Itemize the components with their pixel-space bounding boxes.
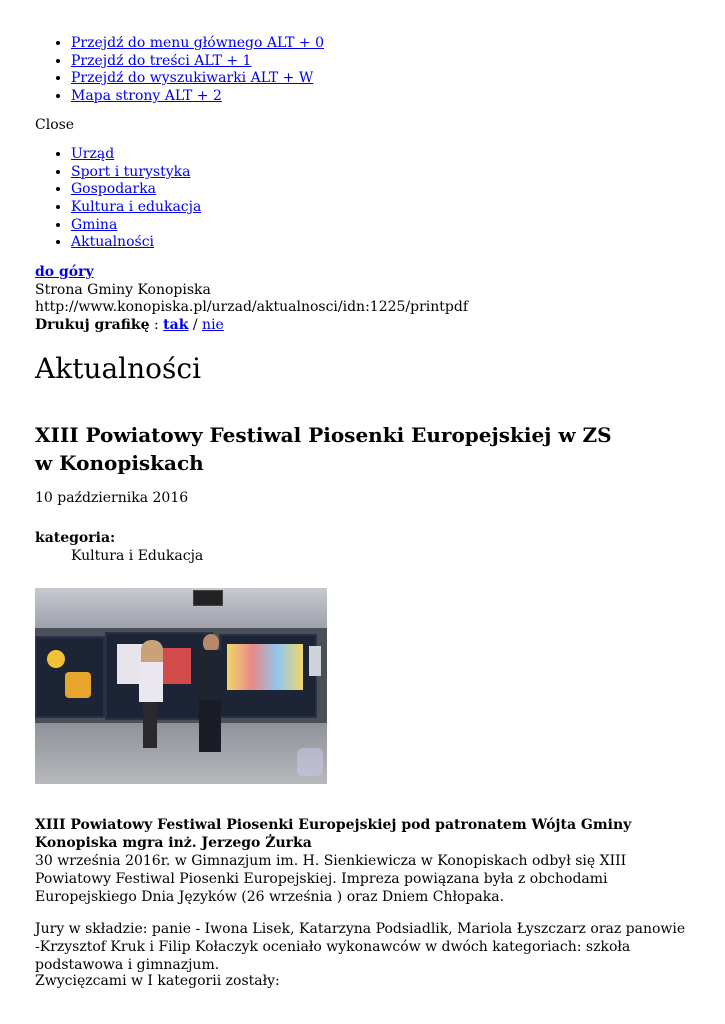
menu-item xyxy=(71,198,201,216)
site-name: Strona Gminy Konopiska xyxy=(35,282,211,298)
print-graphics-toggle xyxy=(35,316,690,334)
back-to-top xyxy=(35,263,690,281)
article-paragraph: Zwycięzcami w I kategorii zostały: xyxy=(35,973,280,989)
menu-item-aktualnosci[interactable]: Aktualności xyxy=(71,234,155,251)
photo-girl-body xyxy=(139,662,163,702)
article-lead: XIII Powiatowy Festiwal Piosenki Europejskiej pod patronatem Wójta Gminy Konopiska mgra inż. Jerzego Żurka xyxy=(35,817,632,851)
skip-to-main-menu-link[interactable]: Przejdź do menu głównego ALT + 0 xyxy=(71,35,324,51)
print-graphics-no-link[interactable]: nie xyxy=(202,317,224,333)
menu-item-urzad[interactable]: Urząd xyxy=(71,146,115,162)
print-graphics-yes-link[interactable]: tak xyxy=(163,317,189,333)
skip-links xyxy=(35,34,324,105)
skip-to-content-link[interactable]: Przejdź do treści ALT + 1 xyxy=(71,52,252,69)
menu-item xyxy=(71,233,201,251)
category-value: Kultura i Edukacja xyxy=(71,548,204,564)
article-date: 10 października 2016 xyxy=(35,490,189,506)
skip-link-item xyxy=(71,52,324,70)
article-photo xyxy=(35,588,327,784)
menu-item-gmina[interactable]: Gmina xyxy=(71,216,118,233)
school-logo-watermark xyxy=(297,748,323,776)
photo-children-drawing xyxy=(227,644,303,690)
article-paragraph: Jury w składzie: panie - Iwona Lisek, Katarzyna Podsiadlik, Mariola Łyszczarz oraz panowie -Krzysztof Kruk i Filip Kołaczyk oceniało wykonawców w dwóch kategoriach: szkoła podstawowa i gimnazjum. xyxy=(35,921,686,973)
photo-drum-drawing xyxy=(65,672,91,698)
photo-floor xyxy=(35,723,327,784)
article-paragraph: 30 września 2016r. w Gimnazjum im. H. Sienkiewicza w Konopiskach odbył się XIII Powiatowy Festiwal Piosenki Europejskiej. Impreza powiązana była z obchodami Europejskiego Dnia Języków (26 września ) oraz Dniem Chłopaka. xyxy=(35,853,627,905)
menu-item-sport[interactable]: Sport i turystyka xyxy=(71,163,191,180)
article-title: XIII Powiatowy Festiwal Piosenki Europejskiej w ZS w Konopiskach xyxy=(35,423,612,475)
print-slash: / xyxy=(188,317,203,333)
page-url: http://www.konopiska.pl/urzad/aktualnosci/idn:1225/printpdf xyxy=(35,299,469,315)
menu-item xyxy=(71,145,201,163)
close-button[interactable]: Close xyxy=(35,117,75,133)
sitemap-link[interactable]: Mapa strony ALT + 2 xyxy=(71,88,222,105)
category-label: kategoria: xyxy=(35,530,116,546)
print-graphics-label: Drukuj grafikę xyxy=(35,317,150,333)
photo-sun-drawing xyxy=(47,650,65,668)
photo-ceiling xyxy=(35,588,327,628)
skip-link-item xyxy=(71,34,324,52)
print-separator: : xyxy=(149,317,164,333)
photo-boy-legs xyxy=(199,700,221,752)
photo-boy-body xyxy=(195,650,227,702)
photo-red-drawing xyxy=(163,648,191,684)
menu-item xyxy=(71,216,201,234)
photo-girl-legs xyxy=(143,702,157,748)
menu-item xyxy=(71,180,201,198)
menu-item-gospodarka[interactable]: Gospodarka xyxy=(71,181,157,198)
section-title: Aktualności xyxy=(35,352,202,385)
skip-link-item xyxy=(71,69,324,87)
main-menu xyxy=(35,145,201,251)
skip-link-item xyxy=(71,87,324,105)
back-to-top-link[interactable]: do góry xyxy=(35,264,94,280)
photo-notes-drawing xyxy=(309,646,321,676)
menu-item-kultura[interactable]: Kultura i edukacja xyxy=(71,199,202,216)
photo-scoreboard xyxy=(193,590,223,606)
skip-to-search-link[interactable]: Przejdź do wyszukiwarki ALT + W xyxy=(71,70,314,87)
menu-item xyxy=(71,163,201,181)
